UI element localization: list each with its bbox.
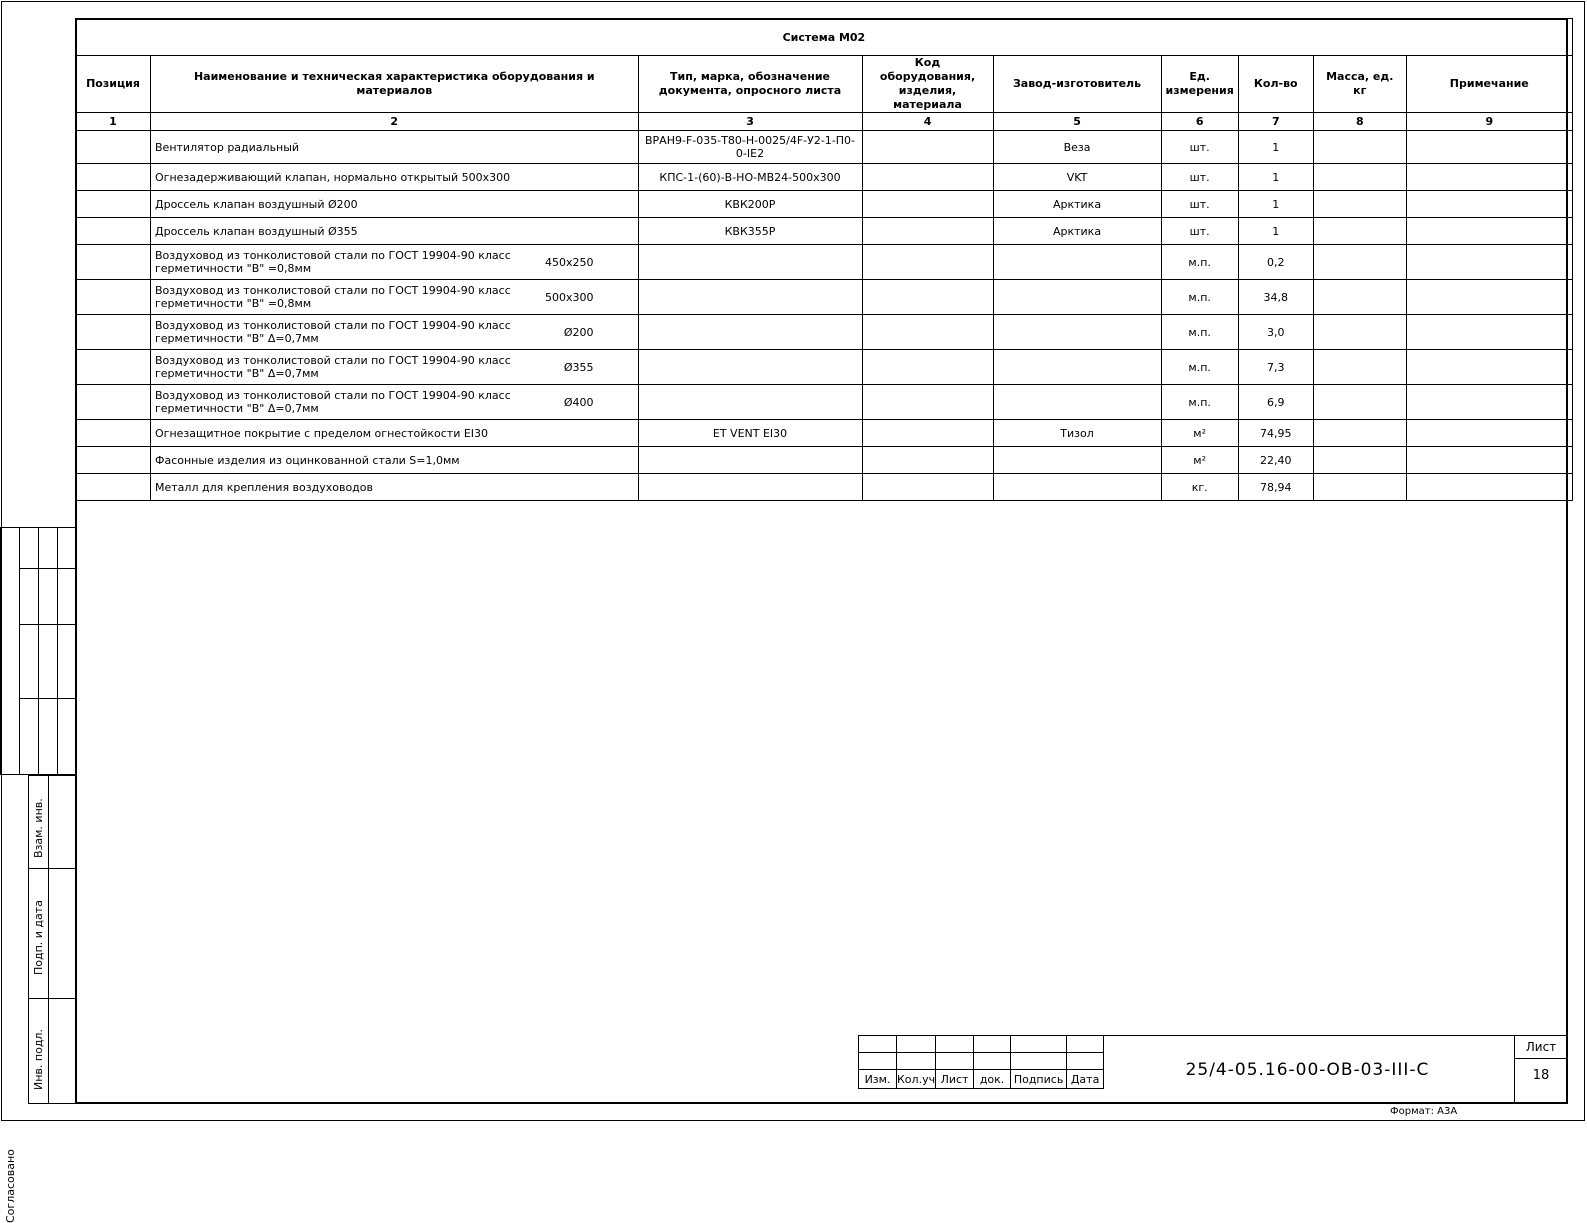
cell-note xyxy=(1406,350,1572,385)
cell-type: ВРАН9-F-035-Т80-Н-0025/4F-У2-1-П0-0-IE2 xyxy=(638,131,862,164)
cell-name: Металл для крепления воздуховодов xyxy=(151,474,639,501)
cell-maker xyxy=(993,315,1161,350)
sheet-label: Лист xyxy=(1515,1035,1567,1059)
cell-type xyxy=(638,280,862,315)
cell-qty: 1 xyxy=(1238,218,1313,245)
cell-unit: м.п. xyxy=(1161,245,1238,280)
sign-date-label: Подп. и дата xyxy=(32,900,45,975)
cell-mass xyxy=(1313,191,1406,218)
cell-code xyxy=(862,474,993,501)
cell-code xyxy=(862,420,993,447)
header-position: Позиция xyxy=(76,56,151,113)
cell-unit: кг. xyxy=(1161,474,1238,501)
cell-mass xyxy=(1313,385,1406,420)
cell-unit: м.п. xyxy=(1161,385,1238,420)
cell-code xyxy=(862,245,993,280)
table-row xyxy=(76,191,1573,218)
system-title-row xyxy=(76,19,1573,56)
cell-qty: 1 xyxy=(1238,164,1313,191)
cell-maker: VKT xyxy=(993,164,1161,191)
cell-code xyxy=(862,131,993,164)
cell-note xyxy=(1406,385,1572,420)
header-note: Примечание xyxy=(1406,56,1572,113)
cell-maker xyxy=(993,280,1161,315)
col-num: 8 xyxy=(1313,113,1406,131)
col-num: 4 xyxy=(862,113,993,131)
cell-name: Дроссель клапан воздушный Ø355 xyxy=(151,218,639,245)
col-num: 1 xyxy=(76,113,151,131)
cell-type: КВК355Р xyxy=(638,218,862,245)
cell-note xyxy=(1406,280,1572,315)
cell-name xyxy=(151,280,639,315)
cell-code xyxy=(862,164,993,191)
cell-type xyxy=(638,385,862,420)
tb-doc: док. xyxy=(974,1070,1011,1089)
cell-note xyxy=(1406,245,1572,280)
cell-mass xyxy=(1313,280,1406,315)
item-name: Воздуховод из тонколистовой стали по ГОСТ 19904-90 класс герметичности "В" =0,8мм xyxy=(155,284,511,310)
cell-qty: 6,9 xyxy=(1238,385,1313,420)
cell-maker xyxy=(993,385,1161,420)
cell-name: Огнезащитное покрытие с пределом огнестойкости EI30 xyxy=(151,420,639,447)
table-row xyxy=(76,350,1573,385)
tb-list: Лист xyxy=(936,1070,974,1089)
cell-name: Огнезадерживающий клапан, нормально открытый 500х300 xyxy=(151,164,639,191)
cell-maker xyxy=(993,350,1161,385)
cell-name: Вентилятор радиальный xyxy=(151,131,639,164)
cell-maker: Тизол xyxy=(993,420,1161,447)
cell-unit: м.п. xyxy=(1161,350,1238,385)
cell-maker: Веза xyxy=(993,131,1161,164)
cell-qty: 78,94 xyxy=(1238,474,1313,501)
cell-mass xyxy=(1313,218,1406,245)
cell-mass xyxy=(1313,245,1406,280)
cell-type xyxy=(638,350,862,385)
cell-maker: Арктика xyxy=(993,191,1161,218)
cell-qty: 0,2 xyxy=(1238,245,1313,280)
cell-type xyxy=(638,474,862,501)
item-name: Воздуховод из тонколистовой стали по ГОСТ 19904-90 класс герметичности "В" Δ=0,7мм xyxy=(155,354,511,380)
column-number-row xyxy=(76,113,1573,131)
cell-maker xyxy=(993,474,1161,501)
cell-unit: м.п. xyxy=(1161,280,1238,315)
cell-unit: м² xyxy=(1161,447,1238,474)
cell-code xyxy=(862,315,993,350)
cell-position xyxy=(76,420,151,447)
cell-unit: шт. xyxy=(1161,164,1238,191)
item-name: Воздуховод из тонколистовой стали по ГОСТ 19904-90 класс герметичности "В" Δ=0,7мм xyxy=(155,389,511,415)
header-maker: Завод-изготовитель xyxy=(993,56,1161,113)
item-dimension: Ø400 xyxy=(563,395,594,409)
cell-note xyxy=(1406,131,1572,164)
cell-qty: 1 xyxy=(1238,191,1313,218)
cell-position xyxy=(76,131,151,164)
cell-code xyxy=(862,280,993,315)
cell-position xyxy=(76,385,151,420)
cell-position xyxy=(76,191,151,218)
cell-type xyxy=(638,315,862,350)
cell-code xyxy=(862,447,993,474)
cell-position xyxy=(76,447,151,474)
table-row xyxy=(76,447,1573,474)
table-row xyxy=(76,385,1573,420)
title-block-revisions xyxy=(858,1035,1104,1089)
cell-name xyxy=(151,385,639,420)
cell-name xyxy=(151,245,639,280)
system-title: Система М02 xyxy=(76,19,1573,56)
cell-note xyxy=(1406,191,1572,218)
table-row xyxy=(76,474,1573,501)
table-row xyxy=(76,131,1573,164)
cell-qty: 7,3 xyxy=(1238,350,1313,385)
header-type: Тип, марка, обозначение документа, опросного листа xyxy=(638,56,862,113)
specification-table xyxy=(75,18,1573,501)
header-mass: Масса, ед. кг xyxy=(1313,56,1406,113)
cell-type: ET VENT EI30 xyxy=(638,420,862,447)
cell-name xyxy=(151,315,639,350)
table-row xyxy=(76,420,1573,447)
agreed-label: Согласовано xyxy=(4,1149,17,1223)
cell-name: Дроссель клапан воздушный Ø200 xyxy=(151,191,639,218)
cell-type: КВК200Р xyxy=(638,191,862,218)
col-num: 7 xyxy=(1238,113,1313,131)
item-dimension: 500х300 xyxy=(545,290,594,304)
cell-position xyxy=(76,280,151,315)
cell-qty: 34,8 xyxy=(1238,280,1313,315)
table-row xyxy=(76,164,1573,191)
cell-qty: 3,0 xyxy=(1238,315,1313,350)
item-dimension: Ø355 xyxy=(563,360,594,374)
item-name: Воздуховод из тонколистовой стали по ГОСТ 19904-90 класс герметичности "В" Δ=0,7мм xyxy=(155,319,511,345)
cell-mass xyxy=(1313,474,1406,501)
cell-name xyxy=(151,350,639,385)
cell-position xyxy=(76,350,151,385)
header-qty: Кол-во xyxy=(1238,56,1313,113)
cell-position xyxy=(76,164,151,191)
inv-replace-label: Взам. инв. xyxy=(32,798,45,858)
cell-note xyxy=(1406,164,1572,191)
cell-qty: 1 xyxy=(1238,131,1313,164)
col-num: 2 xyxy=(151,113,639,131)
header-row xyxy=(76,56,1573,113)
format-label: Формат: А3А xyxy=(1390,1106,1458,1117)
cell-unit: шт. xyxy=(1161,191,1238,218)
cell-note xyxy=(1406,218,1572,245)
cell-name: Фасонные изделия из оцинкованной стали S=1,0мм xyxy=(151,447,639,474)
tb-izm: Изм. xyxy=(859,1070,897,1089)
cell-note xyxy=(1406,315,1572,350)
col-num: 3 xyxy=(638,113,862,131)
cell-maker: Арктика xyxy=(993,218,1161,245)
cell-note xyxy=(1406,420,1572,447)
cell-maker xyxy=(993,245,1161,280)
col-num: 5 xyxy=(993,113,1161,131)
cell-position xyxy=(76,218,151,245)
cell-mass xyxy=(1313,447,1406,474)
item-dimension: 450х250 xyxy=(545,255,594,269)
cell-position xyxy=(76,315,151,350)
cell-note xyxy=(1406,474,1572,501)
table-row xyxy=(76,218,1573,245)
document-code: 25/4-05.16-00-ОВ-03-III-С xyxy=(1101,1035,1515,1104)
item-dimension: Ø200 xyxy=(563,325,594,339)
cell-unit: м² xyxy=(1161,420,1238,447)
cell-unit: м.п. xyxy=(1161,315,1238,350)
cell-unit: шт. xyxy=(1161,218,1238,245)
col-num: 6 xyxy=(1161,113,1238,131)
cell-maker xyxy=(993,447,1161,474)
item-name: Воздуховод из тонколистовой стали по ГОСТ 19904-90 класс герметичности "В" =0,8мм xyxy=(155,249,511,275)
header-unit: Ед. измерения xyxy=(1161,56,1238,113)
cell-position xyxy=(76,245,151,280)
cell-mass xyxy=(1313,131,1406,164)
cell-code xyxy=(862,218,993,245)
cell-unit: шт. xyxy=(1161,131,1238,164)
cell-mass xyxy=(1313,350,1406,385)
table-row xyxy=(76,245,1573,280)
col-num: 9 xyxy=(1406,113,1572,131)
table-row xyxy=(76,315,1573,350)
cell-code xyxy=(862,350,993,385)
tb-kol: Кол.уч xyxy=(897,1070,936,1089)
sheet-number: 18 xyxy=(1532,1068,1550,1083)
cell-code xyxy=(862,191,993,218)
cell-type: КПС-1-(60)-В-НО-МВ24-500х300 xyxy=(638,164,862,191)
table-row xyxy=(76,280,1573,315)
header-code: Код оборудования, изделия, материала xyxy=(862,56,993,113)
cell-mass xyxy=(1313,164,1406,191)
cell-type xyxy=(638,447,862,474)
tb-sign: Подпись xyxy=(1011,1070,1067,1089)
cell-note xyxy=(1406,447,1572,474)
cell-mass xyxy=(1313,420,1406,447)
cell-type xyxy=(638,245,862,280)
cell-qty: 22,40 xyxy=(1238,447,1313,474)
table-body xyxy=(76,131,1573,501)
tb-date: Дата xyxy=(1067,1070,1104,1089)
cell-position xyxy=(76,474,151,501)
inv-orig-label: Инв. подл. xyxy=(32,1029,45,1090)
cell-qty: 74,95 xyxy=(1238,420,1313,447)
cell-mass xyxy=(1313,315,1406,350)
header-name: Наименование и техническая характеристика оборудования и материалов xyxy=(151,56,639,113)
cell-code xyxy=(862,385,993,420)
